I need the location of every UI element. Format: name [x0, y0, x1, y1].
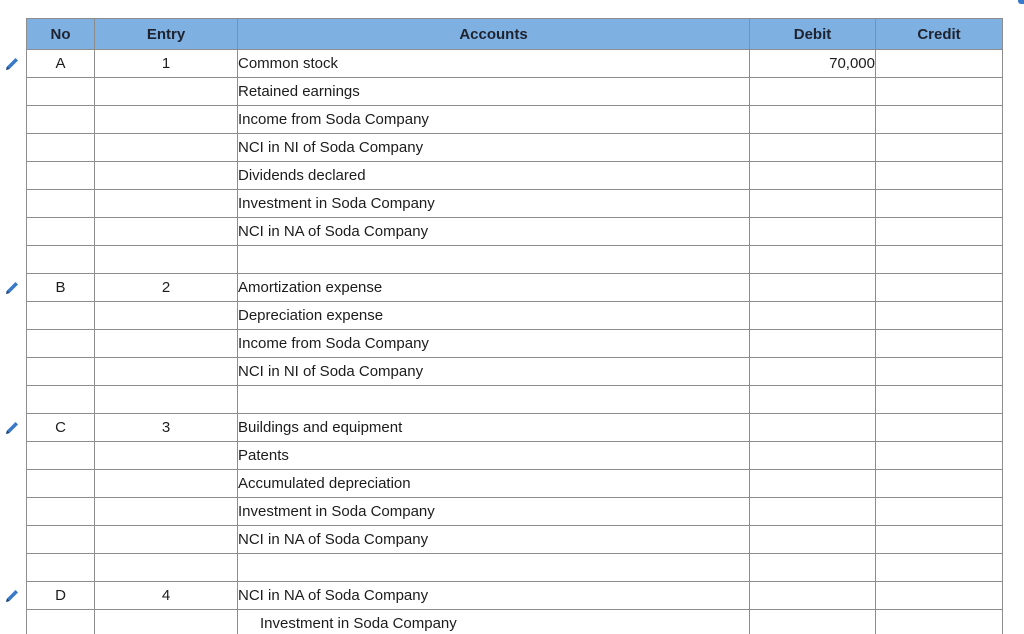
entry-cell [95, 498, 238, 526]
table-row [27, 246, 1003, 274]
no-cell [27, 78, 95, 106]
header-debit: Debit [750, 19, 876, 50]
table-row [27, 582, 1003, 610]
credit-cell[interactable] [876, 414, 1003, 442]
account-cell[interactable]: Income from Soda Company [238, 330, 750, 358]
table-row [27, 330, 1003, 358]
credit-cell[interactable] [876, 330, 1003, 358]
debit-cell[interactable] [750, 274, 876, 302]
account-cell[interactable]: Amortization expense [238, 274, 750, 302]
no-cell: B [27, 274, 95, 302]
entry-cell: 1 [95, 50, 238, 78]
debit-cell[interactable] [750, 218, 876, 246]
table-row [27, 386, 1003, 414]
credit-cell[interactable] [876, 442, 1003, 470]
account-cell[interactable]: NCI in NI of Soda Company [238, 134, 750, 162]
header-no: No [27, 19, 95, 50]
account-cell[interactable]: Common stock [238, 50, 750, 78]
entry-cell [95, 526, 238, 554]
no-cell [27, 442, 95, 470]
account-cell[interactable]: Patents [238, 442, 750, 470]
table-row [27, 610, 1003, 634]
entry-cell [95, 162, 238, 190]
credit-cell[interactable] [876, 274, 1003, 302]
no-cell [27, 470, 95, 498]
entry-cell: 3 [95, 414, 238, 442]
credit-cell[interactable] [876, 526, 1003, 554]
credit-cell[interactable] [876, 190, 1003, 218]
no-cell: C [27, 414, 95, 442]
no-cell [27, 498, 95, 526]
entry-cell [95, 610, 238, 634]
debit-cell[interactable] [750, 358, 876, 386]
table-row [27, 498, 1003, 526]
debit-cell[interactable] [750, 526, 876, 554]
no-cell [27, 190, 95, 218]
account-cell[interactable]: Accumulated depreciation [238, 470, 750, 498]
credit-cell[interactable] [876, 386, 1003, 414]
header-credit: Credit [876, 19, 1003, 50]
no-cell [27, 246, 95, 274]
credit-cell[interactable] [876, 302, 1003, 330]
entry-cell [95, 246, 238, 274]
entry-cell [95, 330, 238, 358]
pencil-icon[interactable] [3, 419, 21, 437]
table-row [27, 78, 1003, 106]
corner-indicator [1018, 0, 1024, 4]
table-row [27, 302, 1003, 330]
entry-cell [95, 134, 238, 162]
credit-cell[interactable] [876, 50, 1003, 78]
entry-cell: 2 [95, 274, 238, 302]
table-row [27, 526, 1003, 554]
credit-cell[interactable] [876, 470, 1003, 498]
debit-cell[interactable] [750, 134, 876, 162]
debit-cell[interactable] [750, 330, 876, 358]
credit-cell[interactable] [876, 246, 1003, 274]
no-cell [27, 218, 95, 246]
table-row [27, 358, 1003, 386]
debit-cell[interactable] [750, 414, 876, 442]
no-cell [27, 162, 95, 190]
no-cell [27, 134, 95, 162]
account-cell[interactable]: NCI in NA of Soda Company [238, 582, 750, 610]
debit-cell[interactable] [750, 582, 876, 610]
account-cell[interactable] [238, 246, 750, 274]
header-entry: Entry [95, 19, 238, 50]
debit-cell[interactable] [750, 246, 876, 274]
table-row [27, 414, 1003, 442]
table-row [27, 134, 1003, 162]
debit-cell[interactable] [750, 386, 876, 414]
debit-cell[interactable] [750, 610, 876, 634]
table-row [27, 470, 1003, 498]
credit-cell[interactable] [876, 610, 1003, 634]
table-body [27, 50, 1003, 634]
credit-cell[interactable] [876, 358, 1003, 386]
journal-entries-table [26, 18, 1003, 634]
account-cell[interactable] [238, 386, 750, 414]
entry-cell [95, 358, 238, 386]
no-cell [27, 358, 95, 386]
credit-cell[interactable] [876, 498, 1003, 526]
account-cell[interactable]: NCI in NA of Soda Company [238, 526, 750, 554]
pencil-icon[interactable] [3, 587, 21, 605]
credit-cell[interactable] [876, 554, 1003, 582]
table-row [27, 274, 1003, 302]
entry-cell [95, 218, 238, 246]
table-row [27, 50, 1003, 78]
debit-cell[interactable] [750, 78, 876, 106]
account-cell[interactable]: Depreciation expense [238, 302, 750, 330]
credit-cell[interactable] [876, 582, 1003, 610]
no-cell: A [27, 50, 95, 78]
entry-cell [95, 442, 238, 470]
entry-cell [95, 470, 238, 498]
no-cell: D [27, 582, 95, 610]
table-row [27, 218, 1003, 246]
entry-cell: 4 [95, 582, 238, 610]
table-header-row [27, 19, 1003, 50]
table-row [27, 162, 1003, 190]
no-cell [27, 554, 95, 582]
debit-cell[interactable] [750, 470, 876, 498]
table-row [27, 554, 1003, 582]
pencil-icon[interactable] [3, 55, 21, 73]
debit-cell[interactable]: 70,000 [750, 50, 876, 78]
no-cell [27, 526, 95, 554]
account-cell[interactable] [238, 554, 750, 582]
no-cell [27, 330, 95, 358]
table-row [27, 190, 1003, 218]
account-cell[interactable]: Investment in Soda Company [238, 498, 750, 526]
no-cell [27, 386, 95, 414]
credit-cell[interactable] [876, 218, 1003, 246]
account-cell[interactable]: Retained earnings [238, 78, 750, 106]
account-cell[interactable]: Dividends declared [238, 162, 750, 190]
debit-cell[interactable] [750, 302, 876, 330]
account-cell[interactable]: NCI in NI of Soda Company [238, 358, 750, 386]
entry-cell [95, 78, 238, 106]
entry-cell [95, 386, 238, 414]
no-cell [27, 302, 95, 330]
no-cell [27, 106, 95, 134]
table-row [27, 106, 1003, 134]
pencil-icon[interactable] [3, 279, 21, 297]
credit-cell[interactable] [876, 162, 1003, 190]
entry-cell [95, 554, 238, 582]
account-cell[interactable]: NCI in NA of Soda Company [238, 218, 750, 246]
account-cell[interactable]: Investment in Soda Company [238, 610, 750, 634]
entry-cell [95, 106, 238, 134]
entry-cell [95, 190, 238, 218]
account-cell[interactable]: Buildings and equipment [238, 414, 750, 442]
header-accounts: Accounts [238, 19, 750, 50]
debit-cell[interactable] [750, 554, 876, 582]
credit-cell[interactable] [876, 106, 1003, 134]
account-cell[interactable]: Investment in Soda Company [238, 190, 750, 218]
debit-cell[interactable] [750, 106, 876, 134]
debit-cell[interactable] [750, 442, 876, 470]
entry-cell [95, 302, 238, 330]
debit-cell[interactable] [750, 162, 876, 190]
credit-cell[interactable] [876, 134, 1003, 162]
account-cell[interactable]: Income from Soda Company [238, 106, 750, 134]
debit-cell[interactable] [750, 190, 876, 218]
no-cell [27, 610, 95, 634]
credit-cell[interactable] [876, 78, 1003, 106]
table-row [27, 442, 1003, 470]
debit-cell[interactable] [750, 498, 876, 526]
